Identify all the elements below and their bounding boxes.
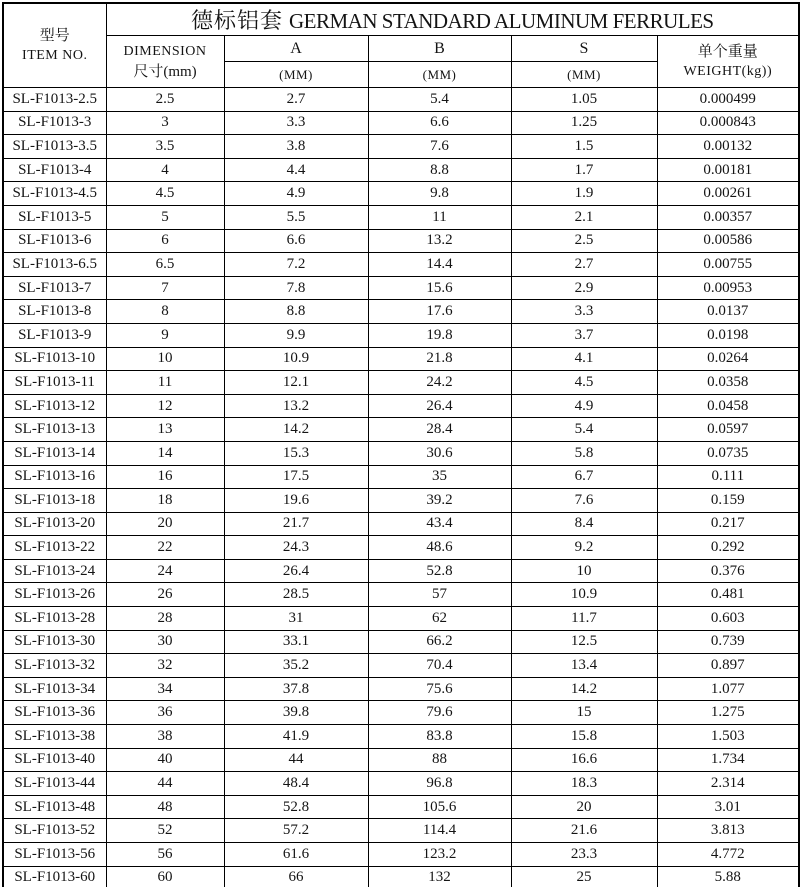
a-header: A [224,36,368,62]
s-cell: 3.7 [511,323,657,347]
dimension-cell: 10 [106,347,224,371]
weight-cell: 0.0137 [657,300,799,324]
dimension-header-cn: 尺寸(mm) [133,63,197,80]
item-no-cell: SL-F1013-28 [3,607,106,631]
item-no-cell: SL-F1013-11 [3,371,106,395]
item-no-cell: SL-F1013-48 [3,795,106,819]
item-no-cell: SL-F1013-22 [3,536,106,560]
a-cell: 17.5 [224,465,368,489]
item-no-cell: SL-F1013-10 [3,347,106,371]
s-cell: 18.3 [511,772,657,796]
a-cell: 57.2 [224,819,368,843]
table-row [3,512,799,536]
table-row [3,536,799,560]
a-cell: 19.6 [224,489,368,513]
table-row [3,465,799,489]
item-no-cell: SL-F1013-4 [3,158,106,182]
table-row [3,182,799,206]
dimension-header [106,36,224,88]
b-cell: 48.6 [368,536,511,560]
table-row [3,418,799,442]
weight-cell: 0.0358 [657,371,799,395]
b-header: B [368,36,511,62]
weight-cell: 0.739 [657,630,799,654]
b-cell: 15.6 [368,276,511,300]
weight-header [657,36,799,88]
dimension-cell: 6 [106,229,224,253]
b-cell: 43.4 [368,512,511,536]
s-cell: 7.6 [511,489,657,513]
item-no-cell: SL-F1013-8 [3,300,106,324]
table-title-en: GERMAN STANDARD ALUMINUM FERRULES [288,9,714,33]
item-no-cell: SL-F1013-32 [3,654,106,678]
item-no-cell: SL-F1013-40 [3,748,106,772]
weight-cell: 5.88 [657,866,799,887]
dimension-cell: 9 [106,323,224,347]
b-cell: 79.6 [368,701,511,725]
weight-cell: 0.00181 [657,158,799,182]
s-cell: 2.7 [511,253,657,277]
weight-cell: 0.0458 [657,394,799,418]
a-cell: 28.5 [224,583,368,607]
s-cell: 4.9 [511,394,657,418]
s-cell: 6.7 [511,465,657,489]
item-no-cell: SL-F1013-38 [3,725,106,749]
b-cell: 70.4 [368,654,511,678]
weight-cell: 1.503 [657,725,799,749]
a-cell: 48.4 [224,772,368,796]
table-row [3,583,799,607]
a-cell: 31 [224,607,368,631]
table-row [3,347,799,371]
item-no-cell: SL-F1013-60 [3,866,106,887]
dimension-cell: 12 [106,394,224,418]
s-cell: 1.9 [511,182,657,206]
b-cell: 123.2 [368,843,511,867]
table-row [3,772,799,796]
b-cell: 66.2 [368,630,511,654]
weight-cell: 0.0597 [657,418,799,442]
dimension-cell: 34 [106,677,224,701]
weight-cell: 0.376 [657,559,799,583]
dimension-cell: 18 [106,489,224,513]
item-no-cell: SL-F1013-44 [3,772,106,796]
a-cell: 7.2 [224,253,368,277]
s-cell: 10 [511,559,657,583]
s-cell: 1.5 [511,135,657,159]
item-no-cell: SL-F1013-4.5 [3,182,106,206]
weight-cell: 0.00755 [657,253,799,277]
item-no-cell: SL-F1013-13 [3,418,106,442]
dimension-cell: 2.5 [106,88,224,112]
table-row [3,559,799,583]
table-row [3,158,799,182]
item-no-cell: SL-F1013-26 [3,583,106,607]
weight-cell: 0.0264 [657,347,799,371]
weight-cell: 1.077 [657,677,799,701]
b-cell: 35 [368,465,511,489]
table-row [3,748,799,772]
weight-cell: 0.000499 [657,88,799,112]
weight-cell: 0.897 [657,654,799,678]
s-unit-header: (MM) [511,62,657,88]
item-no-cell: SL-F1013-9 [3,323,106,347]
b-cell: 88 [368,748,511,772]
s-cell: 5.8 [511,441,657,465]
table-row [3,819,799,843]
s-cell: 12.5 [511,630,657,654]
a-cell: 2.7 [224,88,368,112]
dimension-cell: 24 [106,559,224,583]
weight-header-en: WEIGHT(kg)) [683,63,773,79]
a-cell: 66 [224,866,368,887]
dimension-cell: 44 [106,772,224,796]
s-cell: 15 [511,701,657,725]
weight-cell: 2.314 [657,772,799,796]
dimension-cell: 4.5 [106,182,224,206]
table-row [3,88,799,112]
weight-cell: 0.159 [657,489,799,513]
weight-header-cn: 单个重量 [697,43,758,60]
a-cell: 33.1 [224,630,368,654]
s-cell: 23.3 [511,843,657,867]
s-cell: 21.6 [511,819,657,843]
table-row [3,394,799,418]
table-title [106,3,799,36]
a-cell: 4.9 [224,182,368,206]
a-cell: 6.6 [224,229,368,253]
a-cell: 26.4 [224,559,368,583]
ferrules-spec-table [2,2,800,887]
item-no-cell: SL-F1013-30 [3,630,106,654]
dimension-cell: 32 [106,654,224,678]
table-row [3,489,799,513]
s-cell: 15.8 [511,725,657,749]
table-row [3,229,799,253]
dimension-cell: 11 [106,371,224,395]
a-cell: 41.9 [224,725,368,749]
weight-cell: 0.00261 [657,182,799,206]
table-row [3,135,799,159]
item-no-cell: SL-F1013-20 [3,512,106,536]
table-body [3,88,799,887]
dimension-cell: 30 [106,630,224,654]
weight-cell: 0.00357 [657,205,799,229]
item-no-cell: SL-F1013-18 [3,489,106,513]
a-cell: 3.3 [224,111,368,135]
a-unit-header: (MM) [224,62,368,88]
a-cell: 52.8 [224,795,368,819]
b-cell: 8.8 [368,158,511,182]
dimension-cell: 20 [106,512,224,536]
a-cell: 24.3 [224,536,368,560]
b-cell: 62 [368,607,511,631]
b-cell: 24.2 [368,371,511,395]
weight-cell: 0.217 [657,512,799,536]
dimension-cell: 22 [106,536,224,560]
a-cell: 61.6 [224,843,368,867]
weight-cell: 0.292 [657,536,799,560]
b-cell: 132 [368,866,511,887]
item-no-header-cn: 型号 [39,27,70,44]
b-cell: 7.6 [368,135,511,159]
dimension-cell: 8 [106,300,224,324]
item-no-cell: SL-F1013-6.5 [3,253,106,277]
item-no-cell: SL-F1013-3 [3,111,106,135]
weight-cell: 4.772 [657,843,799,867]
table-row [3,205,799,229]
a-cell: 21.7 [224,512,368,536]
s-cell: 25 [511,866,657,887]
dimension-cell: 38 [106,725,224,749]
weight-cell: 0.603 [657,607,799,631]
dimension-cell: 40 [106,748,224,772]
table-title-cn: 德标铝套 [190,8,283,33]
b-cell: 52.8 [368,559,511,583]
b-cell: 105.6 [368,795,511,819]
a-cell: 37.8 [224,677,368,701]
table-row [3,441,799,465]
b-cell: 30.6 [368,441,511,465]
table-row [3,323,799,347]
s-cell: 1.7 [511,158,657,182]
item-no-cell: SL-F1013-34 [3,677,106,701]
s-cell: 20 [511,795,657,819]
dimension-cell: 4 [106,158,224,182]
table-row [3,630,799,654]
a-cell: 5.5 [224,205,368,229]
item-no-cell: SL-F1013-2.5 [3,88,106,112]
item-no-cell: SL-F1013-6 [3,229,106,253]
table-row [3,701,799,725]
a-cell: 9.9 [224,323,368,347]
s-cell: 11.7 [511,607,657,631]
item-no-cell: SL-F1013-3.5 [3,135,106,159]
item-no-cell: SL-F1013-12 [3,394,106,418]
weight-cell: 0.111 [657,465,799,489]
table-row [3,607,799,631]
dimension-cell: 14 [106,441,224,465]
dimension-cell: 52 [106,819,224,843]
b-cell: 96.8 [368,772,511,796]
dimension-header-en: DIMENSION [123,43,207,59]
table-header [3,3,799,88]
dimension-cell: 36 [106,701,224,725]
b-cell: 17.6 [368,300,511,324]
dimension-cell: 3.5 [106,135,224,159]
b-cell: 9.8 [368,182,511,206]
b-cell: 14.4 [368,253,511,277]
s-cell: 16.6 [511,748,657,772]
item-no-cell: SL-F1013-14 [3,441,106,465]
b-cell: 114.4 [368,819,511,843]
item-no-header [3,3,106,88]
a-cell: 8.8 [224,300,368,324]
weight-cell: 3.813 [657,819,799,843]
b-cell: 83.8 [368,725,511,749]
weight-cell: 0.0735 [657,441,799,465]
s-cell: 10.9 [511,583,657,607]
dimension-cell: 16 [106,465,224,489]
a-cell: 10.9 [224,347,368,371]
table-row [3,253,799,277]
dimension-cell: 7 [106,276,224,300]
a-cell: 15.3 [224,441,368,465]
weight-cell: 0.000843 [657,111,799,135]
table-row [3,843,799,867]
table-row [3,300,799,324]
a-cell: 14.2 [224,418,368,442]
s-header: S [511,36,657,62]
b-cell: 26.4 [368,394,511,418]
b-cell: 6.6 [368,111,511,135]
title-row [3,3,799,36]
s-cell: 2.9 [511,276,657,300]
table-row [3,654,799,678]
item-no-cell: SL-F1013-5 [3,205,106,229]
s-cell: 14.2 [511,677,657,701]
dimension-cell: 13 [106,418,224,442]
b-cell: 13.2 [368,229,511,253]
weight-cell: 0.481 [657,583,799,607]
dimension-cell: 28 [106,607,224,631]
a-cell: 35.2 [224,654,368,678]
a-cell: 4.4 [224,158,368,182]
item-no-cell: SL-F1013-52 [3,819,106,843]
s-cell: 1.25 [511,111,657,135]
weight-cell: 0.0198 [657,323,799,347]
s-cell: 2.1 [511,205,657,229]
dimension-cell: 60 [106,866,224,887]
a-cell: 12.1 [224,371,368,395]
dimension-cell: 6.5 [106,253,224,277]
column-header-row [3,36,799,62]
dimension-cell: 5 [106,205,224,229]
s-cell: 2.5 [511,229,657,253]
a-cell: 3.8 [224,135,368,159]
item-no-cell: SL-F1013-56 [3,843,106,867]
table-row [3,111,799,135]
b-cell: 28.4 [368,418,511,442]
s-cell: 9.2 [511,536,657,560]
b-cell: 11 [368,205,511,229]
table-row [3,371,799,395]
b-cell: 75.6 [368,677,511,701]
table-row [3,795,799,819]
item-no-header-en: ITEM NO. [22,47,88,63]
s-cell: 4.1 [511,347,657,371]
b-cell: 5.4 [368,88,511,112]
s-cell: 13.4 [511,654,657,678]
s-cell: 8.4 [511,512,657,536]
dimension-cell: 3 [106,111,224,135]
item-no-cell: SL-F1013-7 [3,276,106,300]
dimension-cell: 26 [106,583,224,607]
s-cell: 5.4 [511,418,657,442]
table-row [3,276,799,300]
weight-cell: 0.00586 [657,229,799,253]
s-cell: 4.5 [511,371,657,395]
table-row [3,725,799,749]
weight-cell: 1.734 [657,748,799,772]
b-unit-header: (MM) [368,62,511,88]
b-cell: 21.8 [368,347,511,371]
b-cell: 19.8 [368,323,511,347]
b-cell: 39.2 [368,489,511,513]
table-row [3,677,799,701]
dimension-cell: 56 [106,843,224,867]
a-cell: 7.8 [224,276,368,300]
table-row [3,866,799,887]
item-no-cell: SL-F1013-24 [3,559,106,583]
a-cell: 39.8 [224,701,368,725]
s-cell: 1.05 [511,88,657,112]
weight-cell: 0.00953 [657,276,799,300]
s-cell: 3.3 [511,300,657,324]
weight-cell: 1.275 [657,701,799,725]
a-cell: 13.2 [224,394,368,418]
item-no-cell: SL-F1013-16 [3,465,106,489]
dimension-cell: 48 [106,795,224,819]
weight-cell: 3.01 [657,795,799,819]
b-cell: 57 [368,583,511,607]
weight-cell: 0.00132 [657,135,799,159]
a-cell: 44 [224,748,368,772]
item-no-cell: SL-F1013-36 [3,701,106,725]
